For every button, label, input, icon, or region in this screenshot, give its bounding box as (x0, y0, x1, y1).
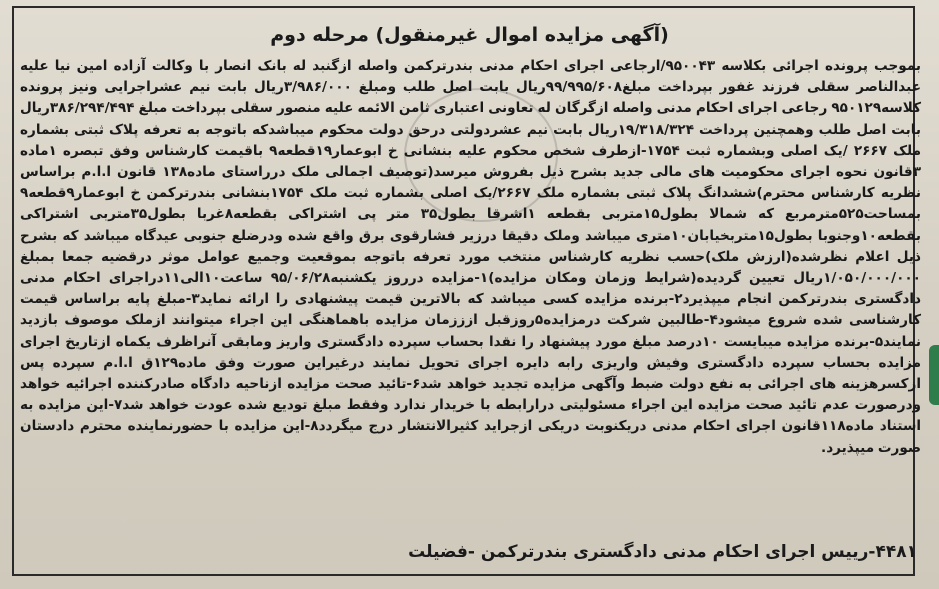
notice-title: (آگهی مزایده اموال غیرمنقول) مرحله دوم (270, 24, 669, 46)
notice-body: بموجب پرونده اجرائی بکلاسه ۹۵۰۰۴۳/ارجاعی اجرای احکام مدنی بندرترکمن واصله ازگنبد له بانک انصار با وکالت آزاده امین نیا علیه عبدالناصر سقلی فرزند غفور بپرداخت مبلغ۹۹/۹۹۵/۶۰۸ریال بابت اصل طلب ومبلغ ۳/۹۸۶/۰۰۰ریال بابت نیم عشراجرایی ونیز پرونده کلاسه۹۵۰۱۲۹ رجاعی اجرای احکام مدنی واصله ازگرگان له تعاونی اعتباری ثامن الائمه علیه منصور سقلی بپرداخت مبلغ ۳۸۶/۲۹۴/۴۹۴ریال بابت اصل طلب وهمچنین پرداخت ۱۹/۳۱۸/۳۲۴ریال بابت نیم عشردولتی درحق دولت محکوم میباشدکه باتوجه به تعرفه پلاک ثبتی بشماره ملک ۲۶۶۷ /یک اصلی وبشماره ثبت ۱۷۵۴-ازطرف شخص محکوم علیه بنشانی خ ابوعمار۱۹قطعه۹ باقیمت کارشناس وفق تبصره ۱ماده ۳قانون نحوه اجرای محکومیت های مالی جدید بشرح ذیل بفروش میرسد(توصیف اجمالی ملک درراستای ماده۱۳۸ قانون ا.ا.م براساس نظریه کارشناس محترم)ششدانگ پلاک ثبتی بشماره ملک ۲۶۶۷/یک اصلی بشماره ثبت ملک ۱۷۵۴بنشانی بندرترکمن خ ابوعمار۹قطعه۹ بمساحت۵۲۵مترمربع که شمالا بطول۱۵متربی بقطعه ۱اشرقا بطول۳۵ متر پی اشتراکی بقطعه۸غربا بطول۳۵متربی اشتراکی بقطعه۱۰وجنوبا بطول۱۵متربخیابان۱۰متری میباشد وملک دقیقا درزیر فشارقوی برق واقع شده ودرضلع جنوبی عیدگاه میباشد که بشرح ذیل اعلام نظرشده(ارزش ملک)حسب نظریه کارشناس منتخب مورد تعرفه باتوجه بموقعیت وجمیع عوامل موثر درقضیه جمعا بمبلغ ۱/۰۵۰/۰۰۰/۰۰۰ریال تعیین گردیده(شرایط وزمان ومکان مزایده)۱-مزایده درروز یکشنبه۹۵/۰۶/۲۸ ساعت۱۰الی۱۱دراجرای احکام مدنی دادگستری بندرترکمن انجام میپذیرد۲-برنده مزایده کسی میباشد که بالاترین قیمت پیشنهادی را ارائه نماید۳-مبلغ پایه براساس قیمت کارشناسی شده شروع میشود۴-طالبین شرکت درمزایده۵روزقبل ازززمان مزایده باهماهنگی این اجراء میتوانند ازملک موصوف بازدید نمایند۵-برنده مزایده میبایست ۱۰درصد مبلغ مورد پیشنهاد را نقدا بحساب سپرده دادگستری واریز ومابقی آنراظرف یکماه ازتاریخ اجرای مزایده بحساب سپرده دادگستری وفیش واریزی رابه دایره اجرای تحویل نمایند درغیراین صورت وفق ماده۱۲۹ق ا.ا.م سپرده پس ازکسرهزینه های اجرائی به نفع دولت ضبط وآگهی مزایده تجدید خواهد شد۶-تائید صحت مزایده ازناحیه دادگاه صادرکننده اجرائیه خواهد ودرصورت عدم تائید صحت مزایده این اجراء مسئولیتی درارابطه با خریدار ندارد وفقط مبلغ تودیع شده عودت خواهد شد۷-این مزایده به استناد ماده۱۱۸قانون اجرای احکام مدنی دریکنوبت دریکی ازجراید کثیرالانتشار درج میگردد۸-این مزایده با حضورنماینده محترم دادستان صورت میپذیرد. (20, 58, 922, 456)
notice-footer: ۴۴۸۱-رییس اجرای احکام مدنی دادگستری بندرترکمن -فضیلت (408, 542, 917, 562)
edge-marker (929, 345, 939, 405)
